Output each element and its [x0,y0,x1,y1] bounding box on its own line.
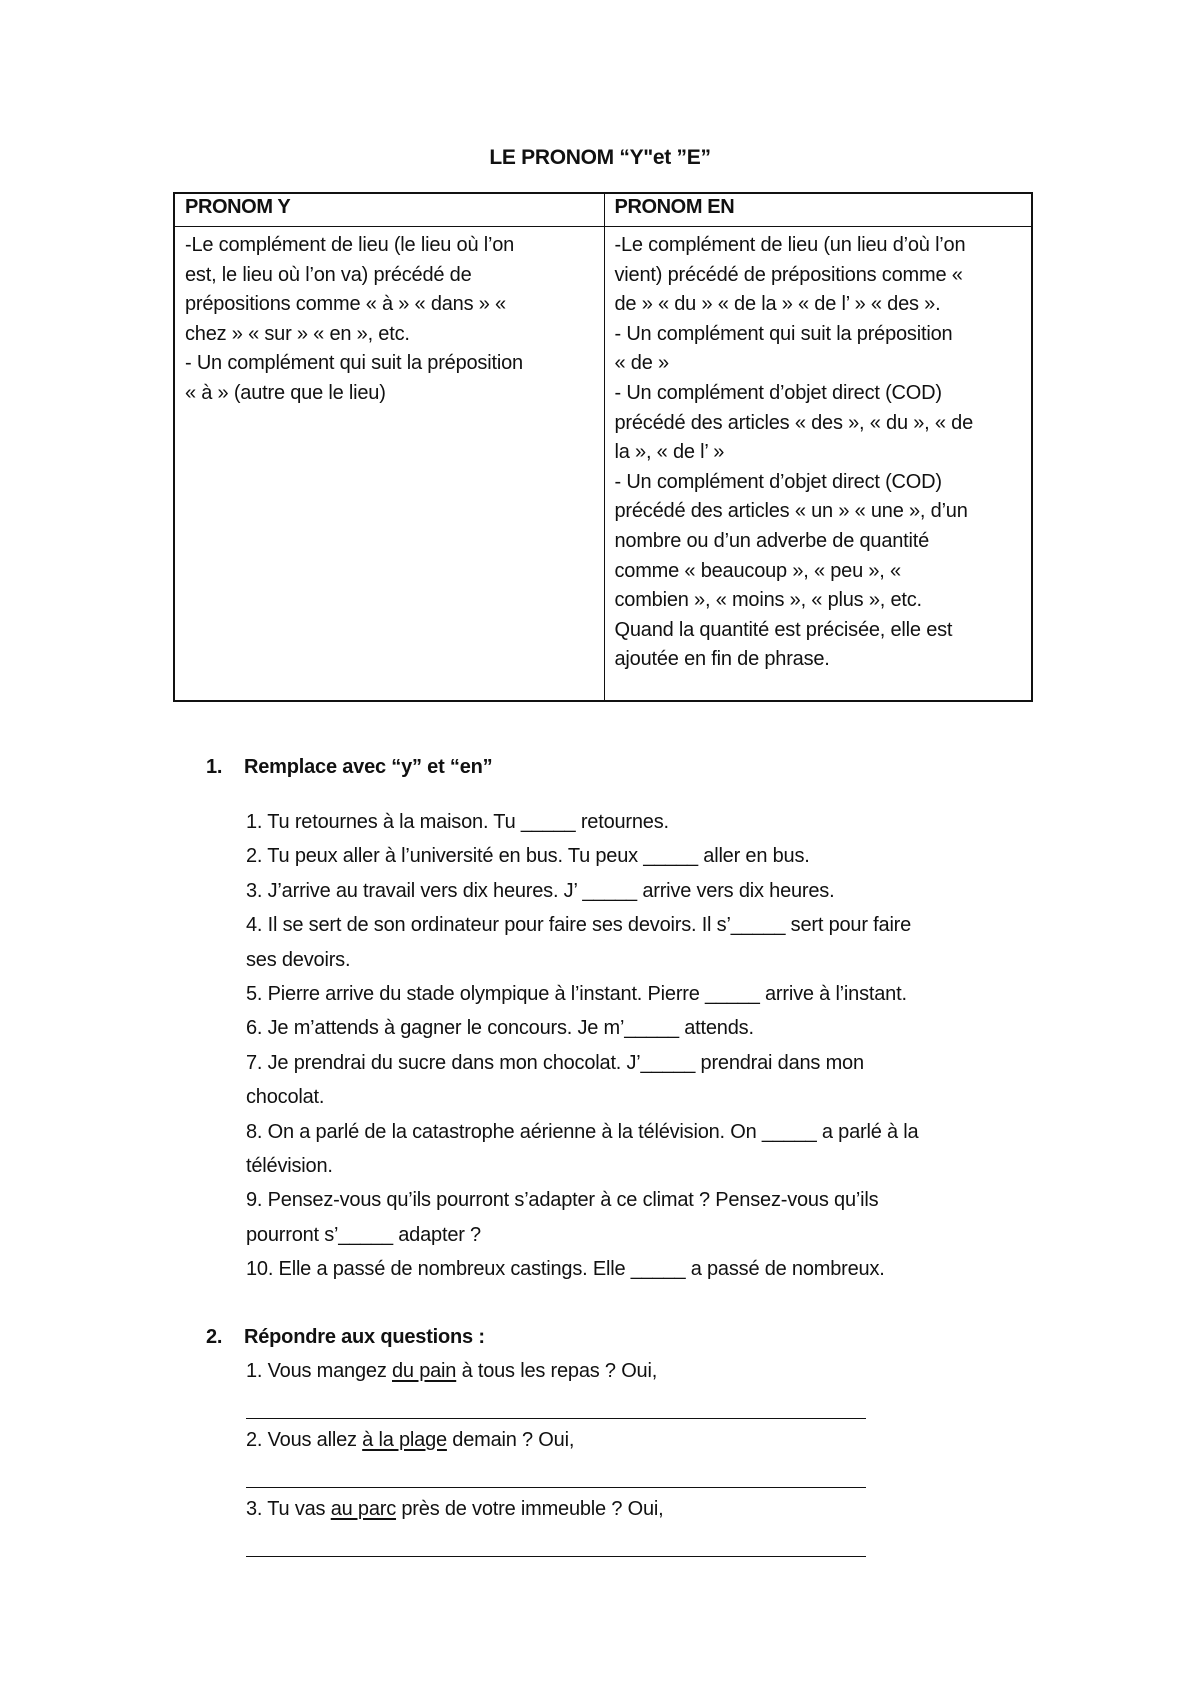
exercise-line: 9. Pensez-vous qu’ils pourront s’adapter à ce climat ? Pensez-vous qu’ils [246,1189,879,1212]
exercise-line: 7. Je prendrai du sucre dans mon chocolat. J’_____ prendrai dans mon [246,1051,864,1074]
rule-line: - Un complément d’objet direct (COD) [614,381,942,404]
rule-line: « de » [614,352,669,375]
exercise-line: 4. Il se sert de son ordinateur pour faire ses devoirs. Il s’_____ sert pour faire [246,914,912,937]
rule-line: la », « de l’ » [614,441,725,464]
section-title: Remplace avec “y” et “en” [244,756,493,778]
rule-line: -Le complément de lieu (un lieu d’où l’on [614,234,966,256]
question-text: près de votre immeuble ? Oui, [396,1498,664,1520]
section-title: Répondre aux questions : [244,1326,485,1348]
underlined-complement: du pain [392,1360,457,1382]
exercise-line: 5. Pierre arrive du stade olympique à l’instant. Pierre _____ arrive à l’instant. [246,983,907,1006]
rule-line: - Un complément qui suit la préposition [185,352,523,375]
exercise-1-list [246,805,1026,1287]
exercise-line: ses devoirs. [246,948,351,971]
rule-line: est, le lieu où l’on va) précédé de [185,263,472,286]
underlined-complement: au parc [330,1498,397,1520]
rule-line: précédé des articles « un » « une », d’un [614,500,968,523]
question-1 [246,1360,866,1383]
rule-line: -Le complément de lieu (le lieu où l’on [185,234,515,256]
answer-line-2[interactable] [246,1487,866,1488]
exercise-line: télévision. [246,1155,333,1178]
question-text: à tous les repas ? Oui, [456,1360,658,1382]
answer-line-1[interactable] [246,1418,866,1419]
rule-line: vient) précédé de prépositions comme « [614,263,963,286]
question-text: 2. Vous allez [246,1429,363,1451]
section-number: 2. [206,1326,223,1348]
rule-line: - Un complément d’objet direct (COD) [614,470,942,493]
section-number: 1. [206,756,223,778]
rule-line: prépositions comme « à » « dans » « [185,293,506,316]
section-1-heading [206,756,492,779]
table-header-row [174,193,1032,227]
exercise-line: 8. On a parlé de la catastrophe aérienne à la télévision. On _____ a parlé à la [246,1120,919,1143]
section-2-heading [206,1326,485,1349]
rule-line: ajoutée en fin de phrase. [614,648,830,671]
exercise-line: 3. J’arrive au travail vers dix heures. J’ _____ arrive vers dix heures. [246,879,835,902]
rule-line: - Un complément qui suit la préposition [614,322,953,345]
page-title: LE PRONOM “Y"et ”E” [489,146,711,169]
table-body-row [174,227,1032,702]
header-pronom-y: PRONOM Y [174,193,604,227]
question-3 [246,1498,866,1521]
exercise-line: 6. Je m’attends à gagner le concours. Je m’_____ attends. [246,1017,754,1040]
rule-line: de » « du » « de la » « de l’ » « des ». [614,293,941,316]
rule-line: combien », « moins », « plus », etc. [614,589,922,612]
question-text: 1. Vous mangez [246,1360,392,1382]
exercise-line: 2. Tu peux aller à l’université en bus. Tu peux _____ aller en bus. [246,845,810,868]
exercise-line: pourront s’_____ adapter ? [246,1223,481,1246]
header-pronom-en: PRONOM EN [604,193,1032,227]
rule-line: « à » (autre que le lieu) [185,381,386,404]
question-text: 3. Tu vas [246,1498,331,1520]
rule-line: nombre ou d’un adverbe de quantité [614,529,930,552]
exercise-line: 1. Tu retournes à la maison. Tu _____ retournes. [246,811,669,833]
rule-line: comme « beaucoup », « peu », « [614,559,901,582]
question-2 [246,1429,866,1452]
rule-line: chez » « sur » « en », etc. [185,322,410,345]
cell-pronom-en-rules [604,227,1032,702]
exercise-line: 10. Elle a passé de nombreux castings. Elle _____ a passé de nombreux. [246,1258,885,1281]
underlined-complement: à la plage [362,1429,447,1451]
rule-line: précédé des articles « des », « du », « de [614,411,974,434]
rule-line: Quand la quantité est précisée, elle est [614,618,953,641]
question-text: demain ? Oui, [446,1429,575,1451]
cell-pronom-y-rules [174,227,604,702]
exercise-line: chocolat. [246,1086,325,1109]
answer-line-3[interactable] [246,1556,866,1557]
comparison-table [173,192,1033,702]
